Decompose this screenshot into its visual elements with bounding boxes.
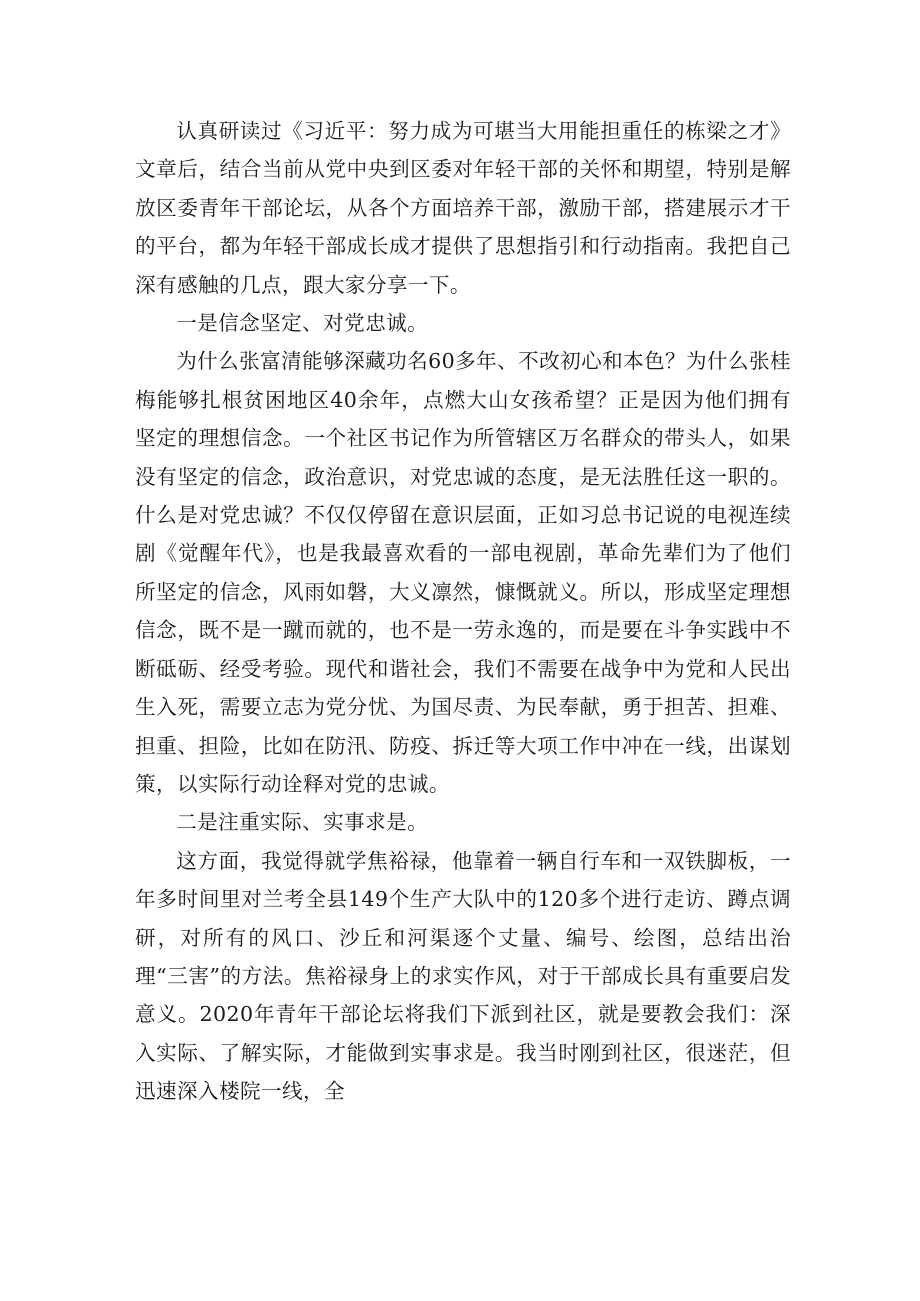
section-heading-2: 二是注重实际、实事求是。 [176, 810, 429, 835]
paragraph-section-1: 为什么张富清能够深藏功名60多年、不改初心和本色？为什么张桂梅能够扎根贫困地区40余年，点燃大山女孩希望？正是因为他们拥有坚定的理想信念。一个社区书记作为所管辖区万名群众的带头人，如果没有坚定的信念，政治意识，对党忠诚的态度，是无法胜任这一职的。什么是对党忠诚？不仅仅停留在意识层面，正如习总书记说的电视连续剧《觉醒年代》，也是我最喜欢看的一部电视剧，革命先辈们为了他们所坚定的信念，风雨如磐，大义凛然，慷慨就义。所以，形成坚定理想信念，既不是一蹴而就的，也不是一劳永逸的，而是要在斗争实践中不断砥砺、经受考验。现代和谐社会，我们不需要在战争中为党和人民出生入死，需要立志为党分忧、为国尽责、为民奉献，勇于担苦、担难、担重、担险，比如在防汛、防疫、拆迁等大项工作中冲在一线，出谋划策，以实际行动诠释对党的忠诚。 [135, 349, 792, 796]
paragraph-intro: 认真研读过《习近平：努力成为可堪当大用能担重任的栋梁之才》文章后，结合当前从党中央到区委对年轻干部的关怀和期望，特别是解放区委青年干部论坛，从各个方面培养干部，激励干部，搭建展示才干的平台，都为年轻干部成长成才提供了思想指引和行动指南。我把自己深有感触的几点，跟大家分享一下。 [135, 119, 791, 297]
section-heading-1: 一是信念坚定、对党忠诚。 [176, 311, 429, 336]
paragraph-section-2: 这方面，我觉得就学焦裕禄，他靠着一辆自行车和一双铁脚板，一年多时间里对兰考全县149个生产大队中的120多个进行走访、蹲点调研，对所有的风口、沙丘和河渠逐个丈量、编号、绘图，总结出治理“三害”的方法。焦裕禄身上的求实作风，对于干部成长具有重要启发意义。2020年青年干部论坛将我们下派到社区，就是要教会我们：深入实际、了解实际，才能做到实事求是。我当时刚到社区，很迷茫，但迅速深入楼院一线，全 [135, 848, 791, 1104]
document-body [135, 112, 791, 1111]
